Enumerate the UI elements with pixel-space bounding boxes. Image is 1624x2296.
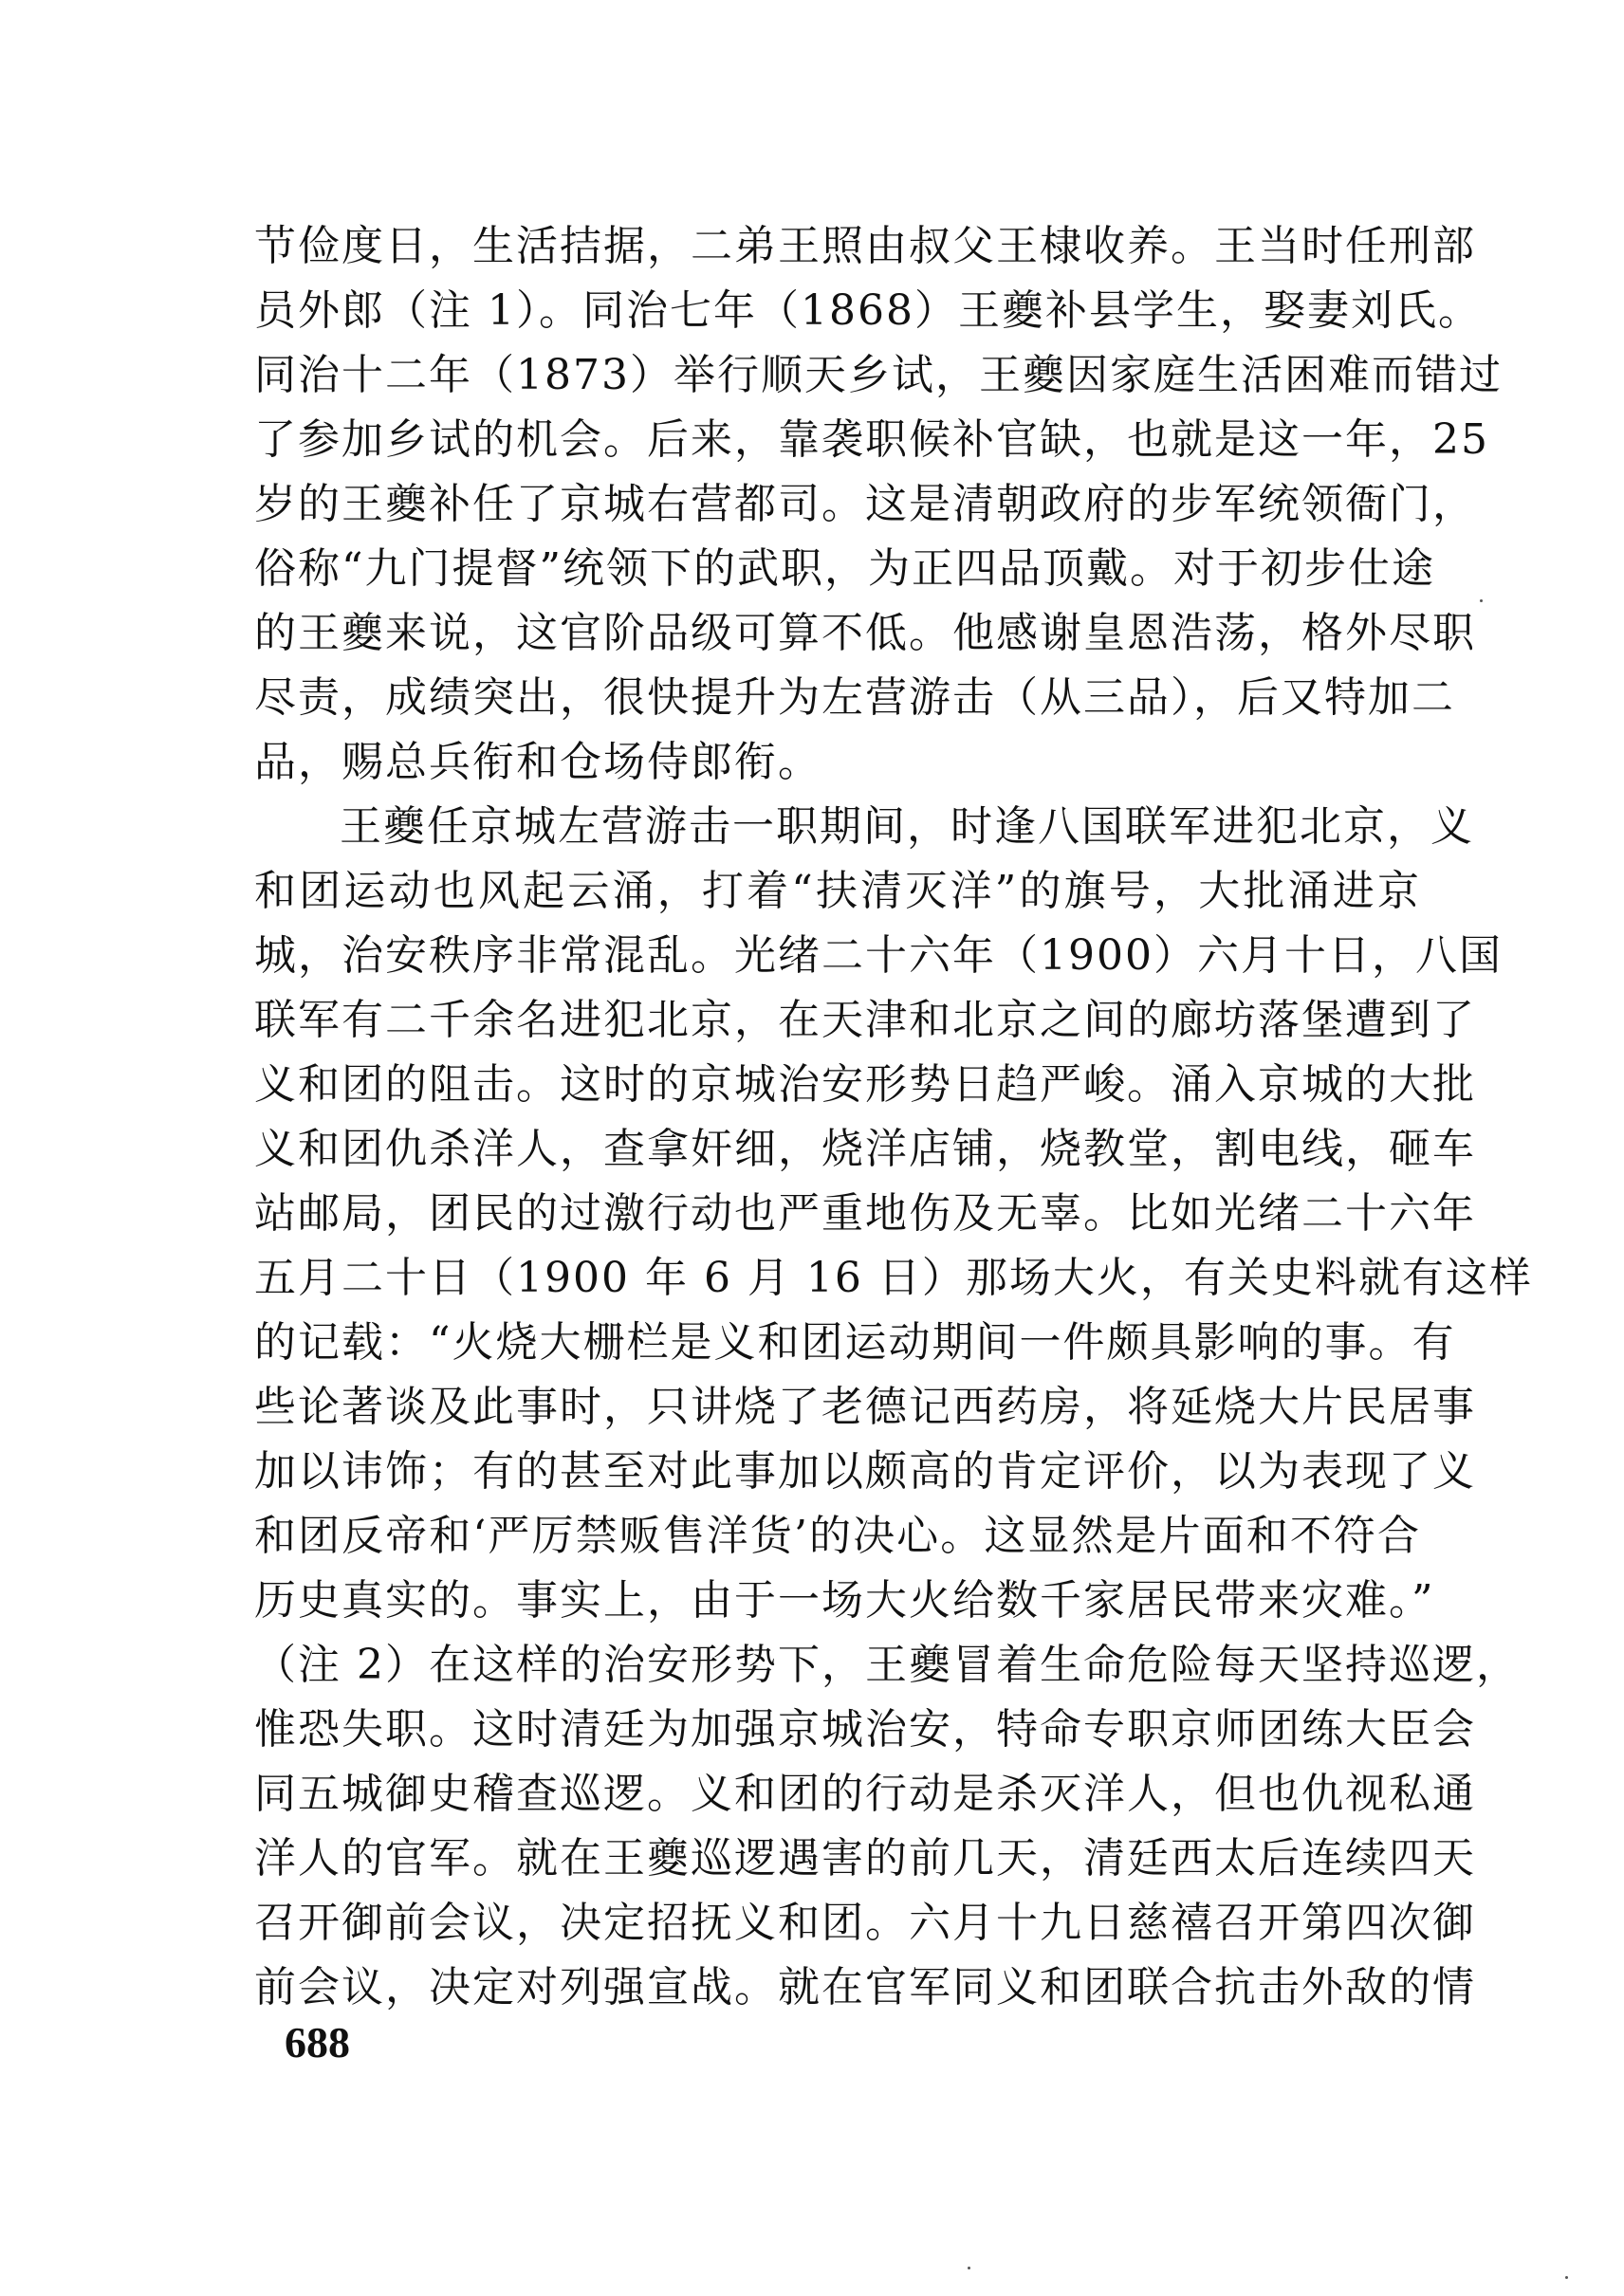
text-line: 些论著谈及此事时，只讲烧了老德记西药房，将延烧大片民居事 [254, 1383, 1476, 1431]
text-line: 王夔任京城左营游击一职期间，时逢八国联军进犯北京，义 [340, 802, 1474, 851]
text-line: 联军有二千余名进犯北京，在天津和北京之间的廊坊落堡遭到了 [254, 996, 1476, 1044]
text-line: 员外郎（注 1）。同治七年（1868）王夔补县学生，娶妻刘氏。 [254, 286, 1482, 335]
text-line: 的记载：“火烧大栅栏是义和团运动期间一件颇具影响的事。有 [254, 1318, 1456, 1367]
text-line: 义和团的阻击。这时的京城治安形势日趋严峻。涌入京城的大批 [254, 1060, 1476, 1109]
text-line: 尽责，成绩突出，很快提升为左营游击（从三品），后又特加二 [254, 673, 1455, 722]
text-line: 同治十二年（1873）举行顺天乡试，王夔因家庭生活困难而错过 [254, 351, 1503, 399]
text-line: 前会议，决定对列强宣战。就在官军同义和团联合抗击外敌的情 [254, 1963, 1476, 2011]
scan-speck [968, 2267, 970, 2269]
text-line: 召开御前会议，决定招抚义和团。六月十九日慈禧召开第四次御 [254, 1899, 1476, 1947]
text-line: 和团运动也风起云涌，打着“扶清灭洋”的旗号，大批涌进京 [254, 867, 1421, 915]
text-line: 了参加乡试的机会。后来，靠袭职候补官缺，也就是这一年，25 [254, 415, 1489, 464]
text-line: 同五城御史稽查巡逻。义和团的行动是杀灭洋人，但也仇视私通 [254, 1770, 1476, 1818]
text-line: 俗称“九门提督”统领下的武职，为正四品顶戴。对于初步仕途 [254, 544, 1435, 593]
text-line: 加以讳饰；有的甚至对此事加以颇高的肯定评价，以为表现了义 [254, 1447, 1476, 1496]
scan-speck [1565, 2276, 1568, 2279]
text-line: 惟恐失职。这时清廷为加强京城治安，特命专职京师团练大臣会 [254, 1705, 1476, 1754]
text-line: 历史真实的。事实上，由于一场大火给数千家居民带来灾难。” [254, 1576, 1435, 1625]
text-line: 岁的王夔补任了京城右营都司。这是清朝政府的步军统领衙门， [254, 480, 1476, 528]
text-line: 站邮局，团民的过激行动也严重地伤及无辜。比如光绪二十六年 [254, 1189, 1476, 1238]
text-line: 节俭度日，生活拮据，二弟王照由叔父王棣收养。王当时任刑部 [254, 222, 1476, 270]
page-number: 688 [285, 2018, 350, 2066]
scan-speck [1480, 599, 1483, 602]
text-line: 城，治安秩序非常混乱。光绪二十六年（1900）六月十日，八国 [254, 931, 1503, 980]
text-line: 的王夔来说，这官阶品级可算不低。他感谢皇恩浩荡，格外尽职 [254, 609, 1476, 657]
text-line: 洋人的官军。就在王夔巡逻遇害的前几天，清廷西太后连续四天 [254, 1834, 1476, 1883]
text-line: 五月二十日（1900 年 6 月 16 日）那场大火，有关史料就有这样 [254, 1254, 1533, 1302]
text-line: 义和团仇杀洋人，查拿奸细，烧洋店铺，烧教堂，割电线，砸车 [254, 1125, 1476, 1173]
text-line: （注 2）在这样的治安形势下，王夔冒着生命危险每天坚持巡逻， [254, 1641, 1520, 1689]
text-line: 品，赐总兵衔和仓场侍郎衔。 [254, 738, 821, 786]
text-line: 和团反帝和‘严厉禁贩售洋货’的决心。这显然是片面和不符合 [254, 1512, 1421, 1560]
